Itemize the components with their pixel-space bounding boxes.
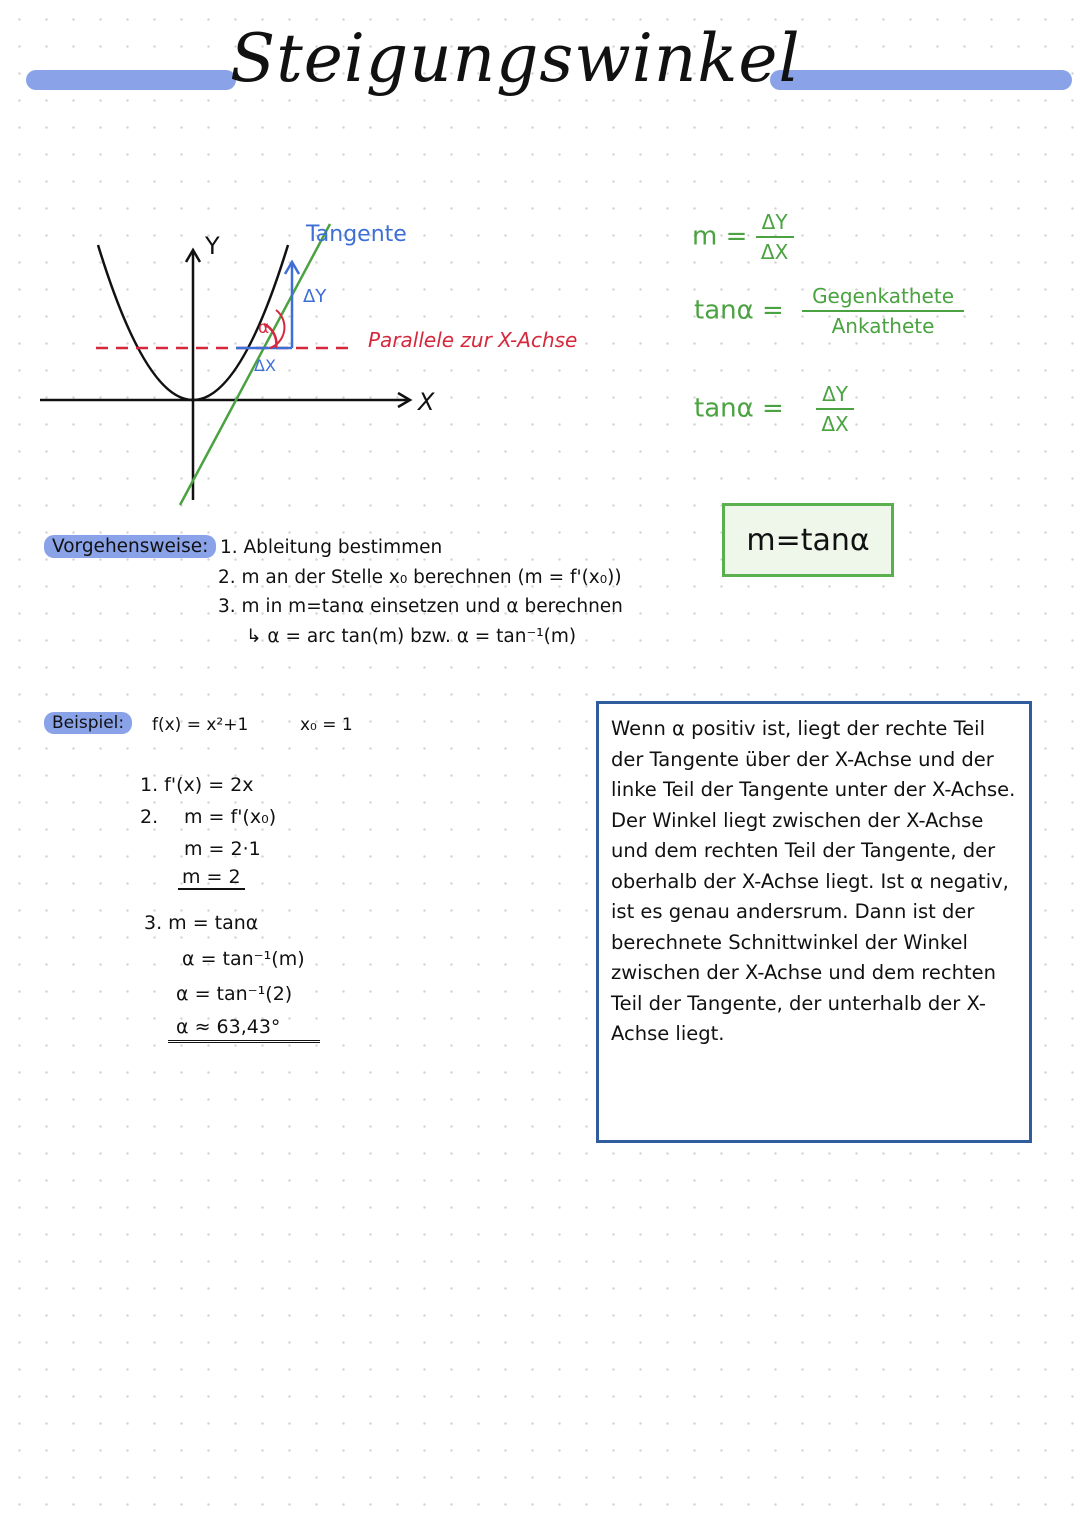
title-bar-right — [770, 70, 1072, 90]
formula-tan-kathete: tanα = $\frac{\text{Gegenkathete}}{\text{Ankathete}}$ — [694, 284, 964, 338]
example-line-3b: α = tan⁻¹(2) — [176, 983, 293, 1005]
procedure-step-4: ↳ α = arc tan(m) bzw. α = tan⁻¹(m) — [246, 626, 577, 647]
formula-tan-delta: tanα = $\frac{\Delta Y}{\Delta X}$ — [694, 382, 854, 436]
tangent-diagram — [30, 200, 630, 520]
delta-y-label: ΔY — [303, 286, 327, 307]
example-x0: x₀ = 1 — [300, 715, 353, 735]
boxed-formula: m=tanα — [722, 503, 894, 577]
y-axis-label: Y — [205, 232, 220, 260]
parallel-label: Parallele zur X-Achse — [368, 328, 578, 352]
page-title: Steigungswinkel — [230, 20, 801, 97]
alpha-label: α — [258, 318, 270, 338]
example-line-2c: m = 2 — [178, 866, 245, 888]
procedure-step-2: 2. m an der Stelle x₀ berechnen (m = f'(x₀)) — [218, 567, 622, 588]
example-line-3a: α = tan⁻¹(m) — [182, 948, 305, 970]
procedure-step-3: 3. m in m=tanα einsetzen und α berechnen — [218, 596, 623, 617]
note-text: Wenn α positiv ist, liegt der rechte Teil der Tangente über der X-Achse und der linke Teil der Tangente unter der X-Achse. Der Winkel liegt zwischen der X-Achse und dem rechten Teil der Tangente, der oberhalb der X-Achse liegt. Ist α negativ, ist es genau andersrum. Dann ist der berechnete Schnittwinkel der Winkel zwischen der X-Achse und dem rechten Teil der Tangente, der unterhalb der X-Achse liegt. — [611, 717, 1016, 1045]
procedure-step-1: 1. Ableitung bestimmen — [220, 537, 443, 558]
tangent-label: Tangente — [306, 222, 407, 247]
formula-m: m = $\frac{\Delta Y}{\Delta X}$ — [692, 210, 794, 264]
delta-x-label: ΔX — [254, 356, 276, 375]
example-result: α ≈ 63,43° — [168, 1016, 320, 1038]
note-box — [596, 701, 1032, 1143]
example-line-3: 3. m = tanα — [144, 912, 259, 934]
x-axis-label: X — [418, 388, 435, 416]
example-line-2-num: 2. — [140, 806, 159, 828]
example-line-1: 1. f'(x) = 2x — [140, 774, 254, 796]
example-line-2a: m = f'(x₀) — [184, 806, 277, 828]
example-line-2b: m = 2·1 — [184, 838, 261, 860]
example-function: f(x) = x²+1 — [152, 715, 249, 735]
example-label: Beispiel: — [44, 713, 132, 733]
title-bar-left — [26, 70, 236, 90]
procedure-label: Vorgehensweise: — [44, 536, 216, 557]
